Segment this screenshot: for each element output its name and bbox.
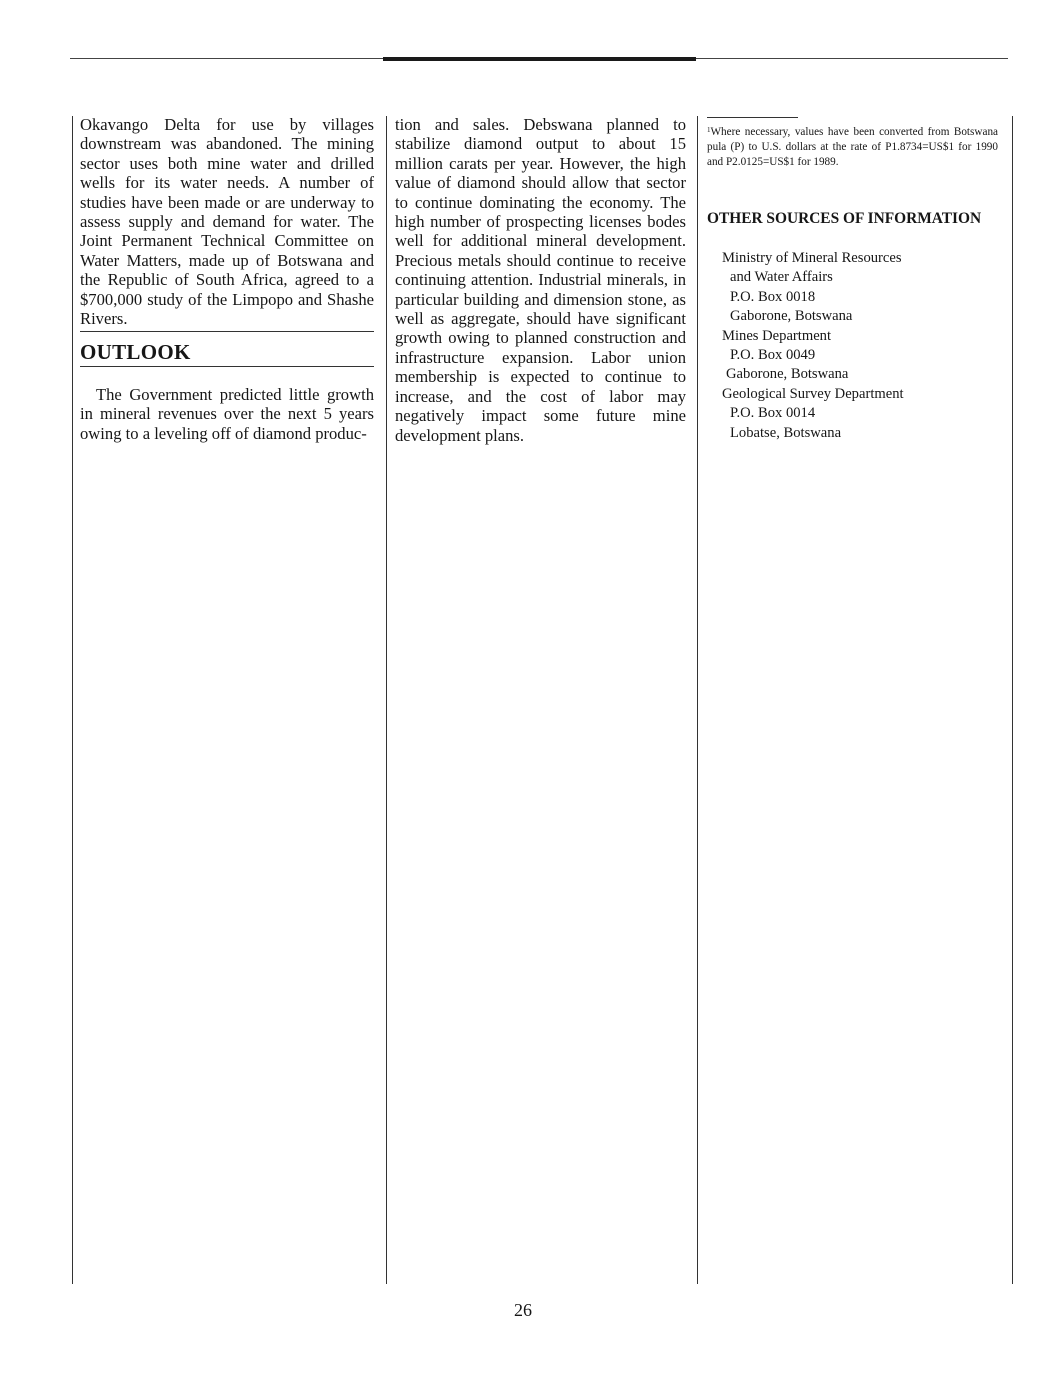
source-line: P.O. Box 0018 <box>730 288 816 305</box>
footnote-text: Where necessary, values have been converted from Botswana pula (P) to U.S. dollars at the rate of P1.8734=US$1 for 1990 and P2.0125=US$1 for 1989. <box>707 126 998 168</box>
sources-heading: OTHER SOURCES OF INFORMATION <box>707 210 982 227</box>
top-rule-accent <box>383 57 696 61</box>
column-divider-left <box>72 116 73 1284</box>
source-line: Gaborone, Botswana <box>726 366 849 383</box>
heading-rule-bottom <box>80 366 374 367</box>
footnote-marker: 1 <box>707 126 711 134</box>
source-line: Gaborone, Botswana <box>730 308 853 325</box>
column-1 <box>80 115 374 328</box>
source-line: Lobatse, Botswana <box>730 424 842 441</box>
column-divider-2 <box>697 116 698 1284</box>
source-line: Ministry of Mineral Resources <box>722 250 902 266</box>
source-line: P.O. Box 0014 <box>730 405 816 422</box>
source-line: P.O. Box 0049 <box>730 347 816 364</box>
footnote-rule <box>707 117 798 118</box>
heading-rule-top <box>80 331 374 332</box>
source-line: Mines Department <box>722 327 832 344</box>
column-2 <box>395 115 686 445</box>
page-number: 26 <box>514 1300 532 1320</box>
column-divider-right <box>1012 116 1013 1284</box>
section-heading: OUTLOOK <box>80 340 191 364</box>
sources-list <box>722 249 904 443</box>
column-1-continued <box>80 385 374 443</box>
body-paragraph: Okavango Delta for use by villages downstream was abandoned. The mining sector uses both mine water and drilled wells for its water needs. A number of studies have been made or are underway to assess supply and demand for water. The Joint Permanent Technical Committee on Water Matters, made up of Botswana and the Republic of South Africa, agreed to a $700,000 study of the Limpopo and Shashe Rivers. <box>80 115 374 329</box>
body-paragraph: The Government predicted little growth in mineral revenues over the next 5 years owing to a leveling off of diamond produc- <box>80 385 374 443</box>
source-line: and Water Affairs <box>730 269 833 286</box>
body-paragraph: tion and sales. Debswana planned to stabilize diamond output to about 15 million carats per year. However, the high value of diamond should allow that sector to continue dominating the economy. The high number of prospecting licenses bodes well for additional mineral development. Precious metals should continue to receive continuing attention. Industrial minerals, in particular building and dimension stone, as well as aggregate, should have significant growth owing to planned construction and infrastructure expansion. Labor union membership is expected to continue to increase, and the cost of labor may negatively impact some future mine development plans. <box>395 115 686 445</box>
footnote <box>707 123 998 170</box>
source-line: Geological Survey Department <box>722 385 904 402</box>
column-divider-1 <box>386 116 387 1284</box>
